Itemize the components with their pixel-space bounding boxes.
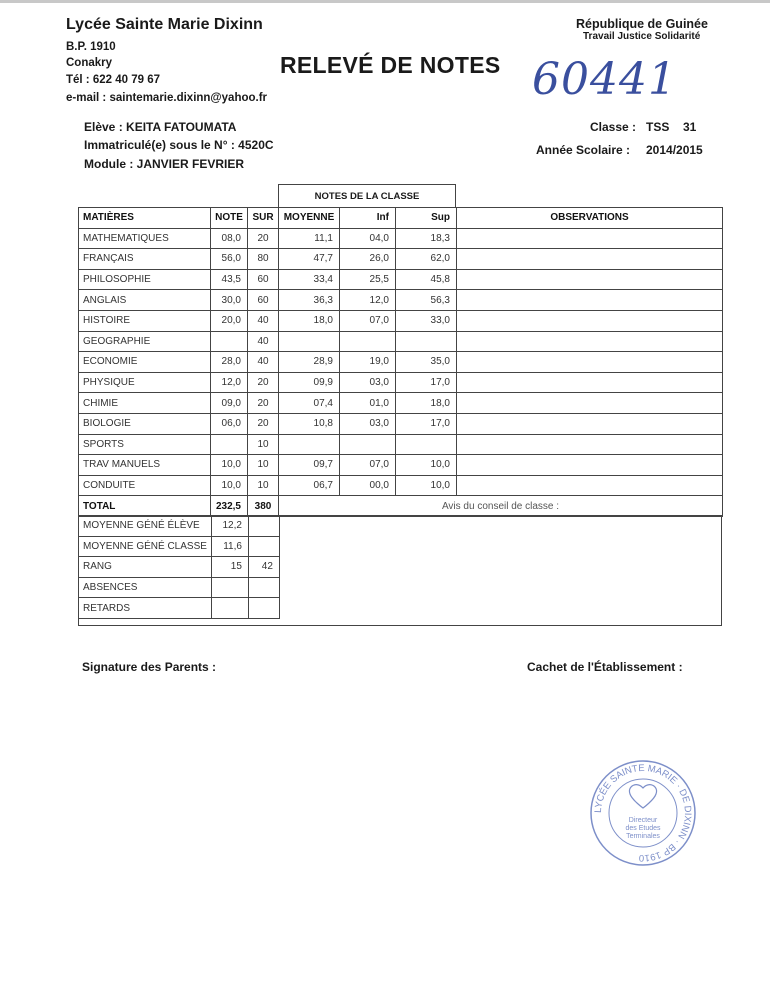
summary-row: [79, 577, 280, 598]
col-sup: Sup: [396, 208, 457, 229]
summary-label: MOYENNE GÉNÉ CLASSE: [79, 536, 212, 557]
moyenne-cell: 47,7: [279, 249, 340, 270]
inf-cell: 12,0: [340, 290, 396, 311]
summary-table: [78, 515, 280, 619]
sup-cell: 10,0: [396, 475, 457, 496]
note-cell: 12,0: [211, 372, 248, 393]
class-notes-header: NOTES DE LA CLASSE: [278, 184, 456, 207]
inf-cell: 03,0: [340, 372, 396, 393]
total-row: [79, 496, 723, 517]
subject-cell: ANGLAIS: [79, 290, 211, 311]
note-cell: [211, 434, 248, 455]
grade-row: [79, 372, 723, 393]
sup-cell: 17,0: [396, 413, 457, 434]
note-cell: 28,0: [211, 352, 248, 373]
school-email: e-mail : saintemarie.dixinn@yahoo.fr: [66, 92, 268, 104]
grade-row: [79, 413, 723, 434]
observation-cell: [457, 455, 723, 476]
subject-cell: CHIMIE: [79, 393, 211, 414]
moyenne-cell: 11,1: [279, 228, 340, 249]
summary-total: [248, 598, 279, 619]
grade-row: [79, 310, 723, 331]
top-border-line: [0, 0, 770, 3]
summary-row: [79, 536, 280, 557]
note-cell: 30,0: [211, 290, 248, 311]
subject-cell: HISTOIRE: [79, 310, 211, 331]
year-value: 2014/2015: [646, 143, 703, 157]
school-stamp: [588, 758, 698, 868]
observation-cell: [457, 228, 723, 249]
observation-cell: [457, 290, 723, 311]
subject-cell: BIOLOGIE: [79, 413, 211, 434]
republic-motto: Travail Justice Solidarité: [583, 31, 701, 42]
inf-cell: 07,0: [340, 310, 396, 331]
sur-cell: 60: [248, 269, 279, 290]
observation-cell: [457, 372, 723, 393]
sur-cell: 60: [248, 290, 279, 311]
sup-cell: 18,0: [396, 393, 457, 414]
grade-row: [79, 475, 723, 496]
sup-cell: 45,8: [396, 269, 457, 290]
inf-cell: [340, 434, 396, 455]
summary-value: [211, 577, 248, 598]
class-label: Classe :: [590, 120, 637, 134]
inf-cell: 25,5: [340, 269, 396, 290]
sur-cell: 20: [248, 413, 279, 434]
sup-cell: 17,0: [396, 372, 457, 393]
school-stamp-label: Cachet de l'Établissement :: [527, 660, 683, 674]
summary-box: [78, 515, 722, 626]
note-cell: 08,0: [211, 228, 248, 249]
heart-icon: [629, 785, 656, 808]
note-cell: 06,0: [211, 413, 248, 434]
col-subject: MATIÈRES: [79, 208, 211, 229]
sur-cell: 10: [248, 434, 279, 455]
summary-row: [79, 557, 280, 578]
grade-row: [79, 455, 723, 476]
moyenne-cell: 10,8: [279, 413, 340, 434]
summary-value: [211, 598, 248, 619]
observation-cell: [457, 434, 723, 455]
observation-cell: [457, 331, 723, 352]
handwritten-number: 60441: [532, 54, 677, 105]
moyenne-cell: [279, 434, 340, 455]
summary-label: RANG: [79, 557, 212, 578]
moyenne-cell: 09,9: [279, 372, 340, 393]
note-cell: 56,0: [211, 249, 248, 270]
sup-cell: [396, 434, 457, 455]
sur-cell: 10: [248, 455, 279, 476]
moyenne-cell: 07,4: [279, 393, 340, 414]
stamp-line-3: Terminales: [626, 833, 660, 840]
council-opinion-label: Avis du conseil de classe :: [279, 496, 723, 517]
stamp-line-2: des Etudes: [625, 825, 661, 832]
col-sur: SUR: [248, 208, 279, 229]
col-inf: Inf: [340, 208, 396, 229]
summary-value: 11,6: [211, 536, 248, 557]
col-note: NOTE: [211, 208, 248, 229]
observation-cell: [457, 393, 723, 414]
total-note: 232,5: [211, 496, 248, 517]
grades-header-row: [79, 208, 723, 229]
subject-cell: TRAV MANUELS: [79, 455, 211, 476]
moyenne-cell: 06,7: [279, 475, 340, 496]
sur-cell: 20: [248, 228, 279, 249]
summary-total: [248, 516, 279, 537]
sup-cell: 56,3: [396, 290, 457, 311]
document-title: RELEVÉ DE NOTES: [280, 52, 501, 78]
inf-cell: 07,0: [340, 455, 396, 476]
observation-cell: [457, 352, 723, 373]
inf-cell: 26,0: [340, 249, 396, 270]
school-bp: B.P. 1910: [66, 41, 116, 53]
sup-cell: [396, 331, 457, 352]
sur-cell: 80: [248, 249, 279, 270]
sup-cell: 33,0: [396, 310, 457, 331]
republic-name: République de Guinée: [576, 17, 708, 31]
moyenne-cell: 28,9: [279, 352, 340, 373]
col-observations: OBSERVATIONS: [457, 208, 723, 229]
grades-table: [78, 207, 723, 517]
parents-signature-label: Signature des Parents :: [82, 660, 217, 674]
summary-label: ABSENCES: [79, 577, 212, 598]
stamp-line-1: Directeur: [628, 817, 658, 824]
note-cell: 09,0: [211, 393, 248, 414]
class-number: 31: [683, 120, 697, 134]
sup-cell: 35,0: [396, 352, 457, 373]
observation-cell: [457, 475, 723, 496]
total-label: TOTAL: [79, 496, 211, 517]
subject-cell: PHYSIQUE: [79, 372, 211, 393]
sur-cell: 40: [248, 331, 279, 352]
observation-cell: [457, 249, 723, 270]
subject-cell: FRANÇAIS: [79, 249, 211, 270]
sur-cell: 20: [248, 372, 279, 393]
student-module: Module : JANVIER FEVRIER: [84, 157, 245, 171]
subject-cell: MATHEMATIQUES: [79, 228, 211, 249]
note-cell: [211, 331, 248, 352]
note-cell: 10,0: [211, 475, 248, 496]
sur-cell: 40: [248, 310, 279, 331]
note-cell: 43,5: [211, 269, 248, 290]
subject-cell: ECONOMIE: [79, 352, 211, 373]
sur-cell: 40: [248, 352, 279, 373]
class-value: TSS: [646, 120, 670, 134]
sup-cell: 62,0: [396, 249, 457, 270]
moyenne-cell: 33,4: [279, 269, 340, 290]
summary-row: [79, 516, 280, 537]
moyenne-cell: [279, 331, 340, 352]
moyenne-cell: 09,7: [279, 455, 340, 476]
grade-row: [79, 393, 723, 414]
observation-cell: [457, 413, 723, 434]
summary-label: MOYENNE GÉNÉ ÉLÈVE: [79, 516, 212, 537]
subject-cell: SPORTS: [79, 434, 211, 455]
sur-cell: 20: [248, 393, 279, 414]
summary-total: 42: [248, 557, 279, 578]
school-name: Lycée Sainte Marie Dixinn: [66, 16, 263, 33]
student-name: Elève : KEITA FATOUMATA: [84, 120, 237, 134]
inf-cell: 04,0: [340, 228, 396, 249]
school-phone: Tél : 622 40 79 67: [66, 74, 160, 86]
moyenne-cell: 18,0: [279, 310, 340, 331]
grade-row: [79, 269, 723, 290]
stamp-ring-text: LYCÉE SAINTE MARIE · DE DIXINN · BP 1910: [592, 762, 694, 864]
note-cell: 10,0: [211, 455, 248, 476]
subject-cell: CONDUITE: [79, 475, 211, 496]
subject-cell: GEOGRAPHIE: [79, 331, 211, 352]
summary-label: RETARDS: [79, 598, 212, 619]
total-sur: 380: [248, 496, 279, 517]
summary-value: 12,2: [211, 516, 248, 537]
grade-row: [79, 249, 723, 270]
grade-row: [79, 228, 723, 249]
sur-cell: 10: [248, 475, 279, 496]
grade-row: [79, 352, 723, 373]
inf-cell: [340, 331, 396, 352]
summary-value: 15: [211, 557, 248, 578]
summary-total: [248, 536, 279, 557]
summary-total: [248, 577, 279, 598]
school-city: Conakry: [66, 57, 113, 69]
year-label: Année Scolaire :: [536, 143, 631, 157]
observation-cell: [457, 269, 723, 290]
grade-row: [79, 331, 723, 352]
observation-cell: [457, 310, 723, 331]
grade-row: [79, 290, 723, 311]
inf-cell: 01,0: [340, 393, 396, 414]
student-registration: Immatriculé(e) sous le N° : 4520C: [84, 138, 274, 152]
summary-row: [79, 598, 280, 619]
grade-row: [79, 434, 723, 455]
sup-cell: 18,3: [396, 228, 457, 249]
col-moyenne: MOYENNE: [279, 208, 340, 229]
inf-cell: 19,0: [340, 352, 396, 373]
sup-cell: 10,0: [396, 455, 457, 476]
note-cell: 20,0: [211, 310, 248, 331]
inf-cell: 00,0: [340, 475, 396, 496]
subject-cell: PHILOSOPHIE: [79, 269, 211, 290]
moyenne-cell: 36,3: [279, 290, 340, 311]
inf-cell: 03,0: [340, 413, 396, 434]
